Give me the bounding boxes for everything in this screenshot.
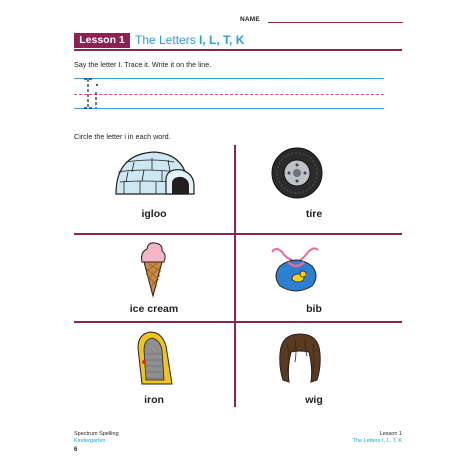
handwriting-bottom-line[interactable] [74, 108, 384, 109]
lesson-title-letters: I, L, T, K [199, 33, 245, 47]
lesson-title [135, 33, 244, 48]
word-ice-cream[interactable]: ice cream [129, 303, 179, 315]
header-rule [74, 49, 402, 51]
grid-vertical-divider [234, 145, 236, 407]
tire-icon[interactable] [270, 146, 324, 200]
ice-cream-icon[interactable] [138, 240, 168, 298]
footer-right [340, 431, 402, 445]
trace-instruction: Say the letter I. Trace it. Write it on the line. [74, 60, 212, 69]
name-label: NAME [240, 16, 260, 23]
iron-icon[interactable] [132, 328, 176, 386]
word-wig[interactable]: wig [305, 394, 323, 406]
word-igloo[interactable]: igloo [141, 208, 167, 220]
letter-i-trace-guide [82, 76, 104, 112]
footer-lesson-title: The Letters I, L, T, K [352, 438, 402, 444]
footer-left [74, 431, 119, 445]
wig-icon[interactable] [277, 332, 323, 384]
word-iron[interactable]: iron [144, 394, 164, 406]
word-bib[interactable]: bib [306, 303, 322, 315]
footer-grade: Kindergarten [74, 438, 106, 444]
lesson-badge: Lesson 1 [74, 33, 130, 48]
footer-book-title: Spectrum Spelling [74, 431, 119, 437]
circle-instruction: Circle the letter i in each word. [74, 132, 171, 141]
footer-lesson: Lesson 1 [379, 431, 402, 437]
page-number: 6 [74, 447, 78, 453]
bib-icon[interactable] [268, 244, 324, 296]
handwriting-top-line [74, 78, 384, 79]
name-write-line[interactable] [268, 22, 403, 23]
lesson-title-prefix: The Letters [135, 33, 200, 47]
handwriting-mid-line [74, 94, 384, 95]
igloo-icon[interactable] [112, 146, 196, 198]
grid-row-divider-1 [74, 233, 402, 235]
grid-row-divider-2 [74, 321, 402, 323]
word-tire[interactable]: tire [305, 208, 323, 220]
